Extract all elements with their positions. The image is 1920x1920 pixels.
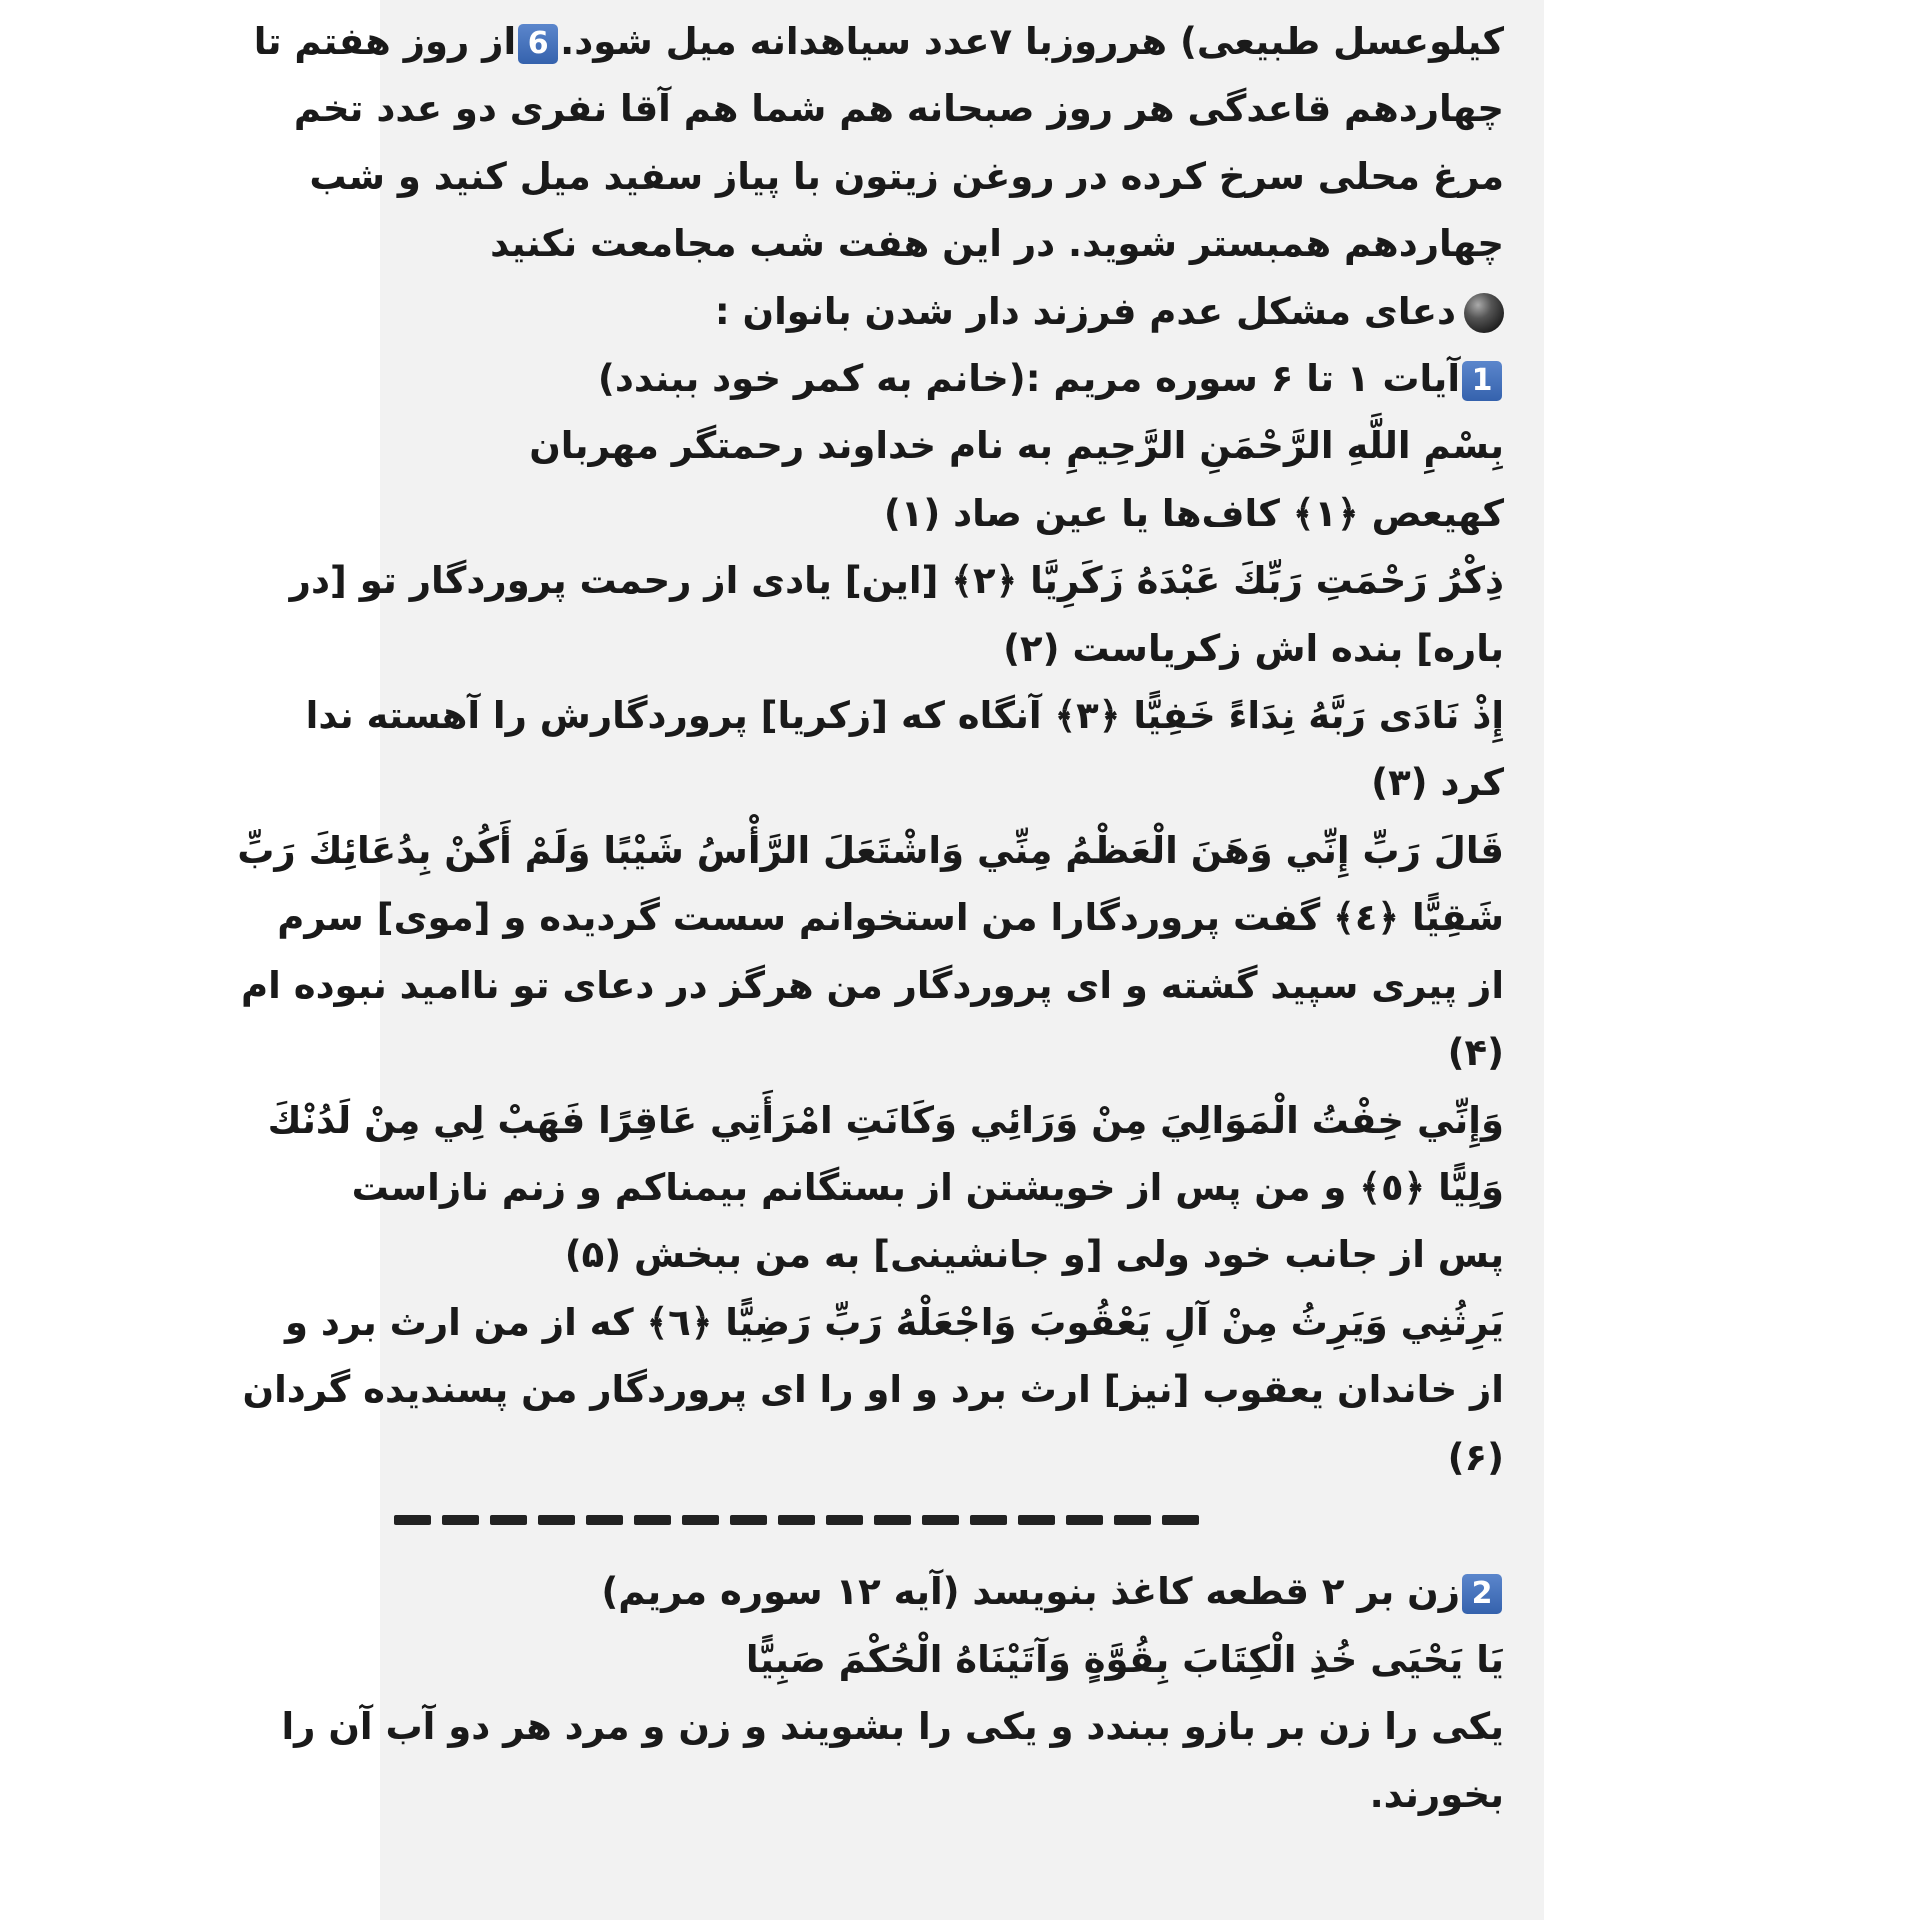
- text-line: شَقِيًّا ﴿٤﴾ گفت پروردگارا من استخوانم سست گردیده و [موی] سرم: [277, 896, 1504, 940]
- dash-icon: [682, 1515, 719, 1525]
- dash-icon: [1066, 1515, 1103, 1525]
- text-line: بخورند.: [1369, 1772, 1504, 1816]
- dash-icon: [874, 1515, 911, 1525]
- dash-icon: [826, 1515, 863, 1525]
- text-line: يَا يَحْيَى خُذِ الْكِتَابَ بِقُوَّةٍ وَآتَيْنَاهُ الْحُكْمَ صَبِيًّا: [745, 1637, 1504, 1681]
- text-line: مرغ محلی سرخ کرده در روغن زیتون با پیاز سفید میل کنید و شب: [309, 154, 1504, 198]
- section-1-heading: 1آیات ۱ تا ۶ سوره مریم :(خانم به کمر خود ببندد): [420, 345, 1504, 412]
- dash-divider: [420, 1491, 1504, 1558]
- dash-icon: [538, 1515, 575, 1525]
- text-line: ذِكْرُ رَحْمَتِ رَبِّكَ عَبْدَهُ زَكَرِيَّا ﴿٢﴾ [این] یادی از رحمت پروردگار تو [در: [289, 559, 1504, 603]
- text-line: از خاندان یعقوب [نیز] ارث برد و او را ای پروردگار من پسندیده گردان: [242, 1368, 1504, 1412]
- text-line: بِسْمِ اللَّهِ الرَّحْمَنِ الرَّحِيمِ به نام خداوند رحمتگر مهربان: [529, 424, 1504, 468]
- keycap-1-icon: 1: [1462, 361, 1502, 401]
- text-line: چهاردهم قاعدگی هر روز صبحانه هم شما هم آقا نفری دو عدد تخم: [293, 87, 1504, 131]
- dash-row: [394, 1515, 1199, 1525]
- dash-icon: [1018, 1515, 1055, 1525]
- text-line: پس از جانب خود ولی [و جانشینی] به من ببخش (۵): [564, 1233, 1504, 1277]
- dash-icon: [970, 1515, 1007, 1525]
- text-line: یکی را زن بر بازو ببندد و یکی را بشویند و زن و مرد هر دو آب آن را: [281, 1705, 1504, 1749]
- text-line: کرد (۳): [1371, 761, 1504, 805]
- dash-icon: [778, 1515, 815, 1525]
- message-column: [237, 0, 1544, 1920]
- dash-icon: [730, 1515, 767, 1525]
- keycap-6-icon: 6: [518, 24, 558, 64]
- text-line: کیلوعسل طبیعی) هرروزبا ۷عدد سیاهدانه میل شود.6از روز هفتم تا: [253, 20, 1504, 63]
- keycap-2-icon: 2: [1462, 1574, 1502, 1614]
- dash-icon: [394, 1515, 431, 1525]
- dash-icon: [586, 1515, 623, 1525]
- dash-icon: [490, 1515, 527, 1525]
- black-circle-icon: [1464, 293, 1504, 333]
- dash-icon: [442, 1515, 479, 1525]
- text-line: (۶): [1447, 1435, 1504, 1479]
- text-line: قَالَ رَبِّ إِنِّي وَهَنَ الْعَظْمُ مِنِّي وَاشْتَعَلَ الرَّأْسُ شَيْبًا وَلَمْ أَكُنْ بِدُعَائِكَ رَبِّ: [237, 828, 1504, 872]
- dash-icon: [1162, 1515, 1199, 1525]
- prayer-heading: دعای مشکل عدم فرزند دار شدن بانوان :: [420, 278, 1504, 345]
- text-line: وَإِنِّي خِفْتُ الْمَوَالِيَ مِنْ وَرَائِي وَكَانَتِ امْرَأَتِي عَاقِرًا فَهَبْ لِي مِنْ لَدُنْكَ: [267, 1098, 1504, 1142]
- text-line: از پیری سپید گشته و ای پروردگار من هرگز در دعای تو ناامید نبوده ام: [241, 963, 1504, 1007]
- section-2-heading: 2زن بر ۲ قطعه کاغذ بنویسد (آیه ۱۲ سوره مریم): [420, 1558, 1504, 1625]
- text-line: وَلِيًّا ﴿٥﴾ و من پس از خویشتن از بستگانم بیمناکم و زنم نازاست: [351, 1165, 1504, 1209]
- message-body: [237, 8, 1504, 1828]
- text-line: كهيعص ﴿١﴾ كاف‌ها يا عين صاد (۱): [883, 491, 1504, 535]
- dash-icon: [922, 1515, 959, 1525]
- text-line: باره] بنده اش زکریاست (۲): [1003, 626, 1504, 670]
- text-line: إِذْ نَادَى رَبَّهُ نِدَاءً خَفِيًّا ﴿٣﴾ آنگاه که [زکریا] پروردگارش را آهسته ندا: [305, 694, 1504, 738]
- dash-icon: [634, 1515, 671, 1525]
- text-line: (۴): [1447, 1031, 1504, 1075]
- dash-icon: [1114, 1515, 1151, 1525]
- text-line: چهاردهم همبستر شوید. در این هفت شب مجامعت نکنید: [490, 222, 1504, 266]
- text-line: يَرِثُنِي وَيَرِثُ مِنْ آلِ يَعْقُوبَ وَاجْعَلْهُ رَبِّ رَضِيًّا ﴿٦﴾ که از من ارث برد و: [284, 1300, 1504, 1344]
